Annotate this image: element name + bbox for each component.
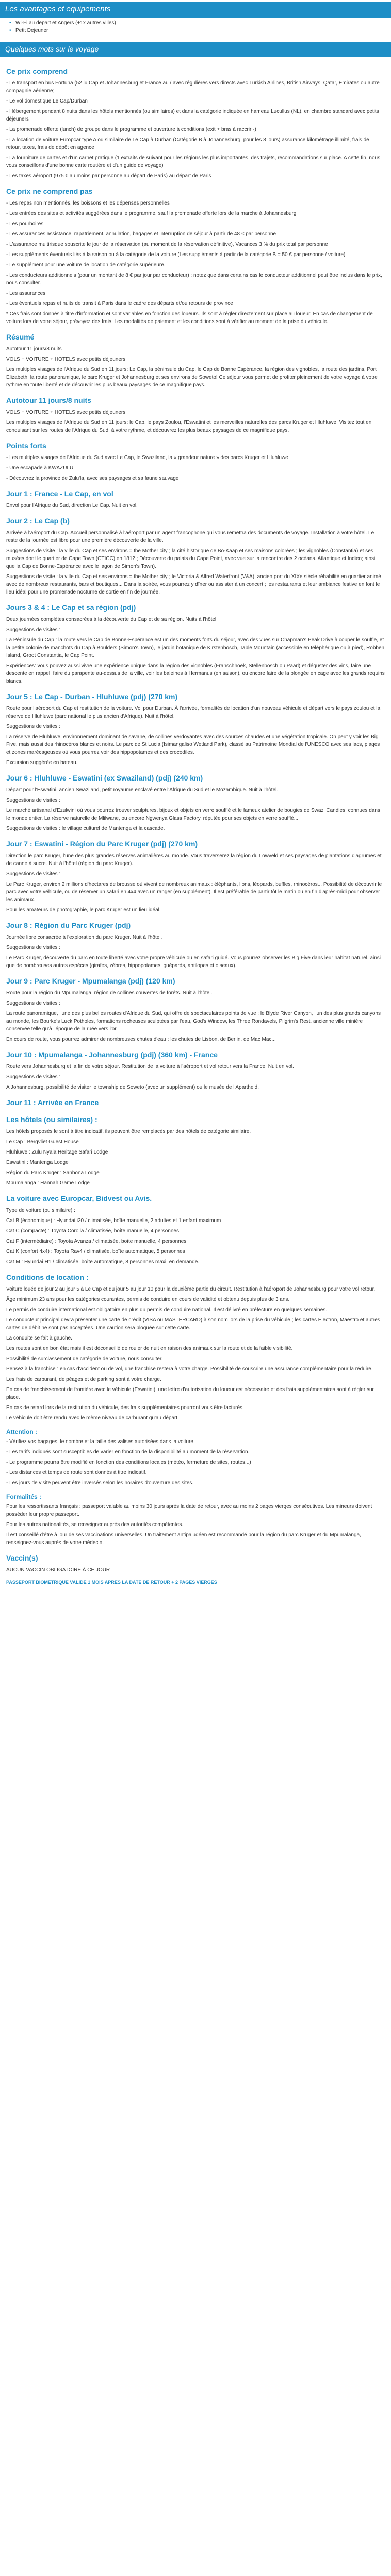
paragraph: Expériences: vous pouvez aussi vivre une expérience unique dans la région des vignobles (Franschhoek, Stellenbosch ou Paarl) et déguster des vins, faire une descente en rappel, faire du parapente au-dessus de la ville, voir les baleines à Hermanus (en saison), ou encore faire de la plongée en cage avec les grands requins blancs. — [6, 663, 385, 684]
paragraph: Le véhicule doit être rendu avec le même niveau de carburant qu'au départ. — [6, 1415, 179, 1421]
paragraph: - Les repas non mentionnés, les boissons et les dépenses personnelles — [6, 200, 170, 206]
paragraph: - Le programme pourra être modifié en fonction des conditions locales (météo, fermeture de sites, routes...) — [6, 1459, 251, 1465]
paragraph: AUCUN VACCIN OBLIGATOIRE À CE JOUR — [6, 1567, 110, 1573]
paragraph: Voiture louée de jour 2 au jour 5 à Le Cap et du jour 5 au jour 10 pour la deuxième partie du circuit. Restitution à l'aéroport de Johannesburg pour votre vol retour. — [6, 1286, 376, 1292]
itinerary-days — [6, 488, 385, 1108]
paragraph: - Les tarifs indiqués sont susceptibles de varier en fonction de la disponibilité au moment de la réservation. — [6, 1449, 250, 1455]
formalites-section — [6, 1492, 385, 1547]
paragraph: Cat F (intermédiaire) : Toyota Avanza / climatisée, boîte manuelle, 4 personnes — [6, 1238, 187, 1244]
points-forts-section — [6, 440, 385, 482]
conditions-title: Conditions de location : — [6, 1273, 89, 1281]
paragraph: Envol pour l'Afrique du Sud, direction Le Cap. Nuit en vol. — [6, 502, 138, 509]
day-title: Jour 8 : Région du Parc Kruger (pdj) — [6, 921, 131, 929]
paragraph: Suggestions de visite : la ville du Cap et ses environs = the Mother city ; le Victoria & Alfred Waterfront (V&A), ancien port du XIXe siècle réhabilité en quartier animé avec de nombreux restaurants, bars et boutiques... Dans la soirée, vous pourrez y dîner ou assister à un concert ; les restaurants et leur ambiance festive en font le lieu idéal pour une promenade nocturne de sortie en fin de journée. — [6, 573, 381, 595]
day-title: Jour 7 : Eswatini - Région du Parc Kruger (pdj) (270 km) — [6, 839, 198, 848]
paragraph: - Les assurances assistance, rapatriement, annulation, bagages et interruption de séjour à partir de 48 € par personne — [6, 231, 276, 237]
paragraph: Autotour 11 jours/8 nuits — [6, 346, 62, 352]
paragraph: Les multiples visages de l'Afrique du Sud en 11 jours: Le Cap, la péninsule du Cap, le Cap de Bonne Espérance, la région des vignobles, la route des jardins, Port Elizabeth, la route panoramique, le parc Kruger et Johannesburg et ses environs de Soweto! Ce séjour vous permet de profiter pleinement de votre voyage à votre rythme en toute liberté et de découvrir les plus beaux paysages de ce magnifique pays. — [6, 366, 378, 388]
section — [6, 66, 385, 180]
paragraph: Possibilité de surclassement de catégorie de voiture, nous consulter. — [6, 1355, 163, 1362]
conditions-section — [6, 1272, 385, 1422]
paragraph: Deux journées complètes consacrées à la découverte du Cap et de sa région. Nuits à l'hôtel. — [6, 616, 218, 622]
attention-title: Attention : — [6, 1428, 37, 1435]
paragraph: Âge minimum 23 ans pour les catégories courantes, permis de conduire en cours de validité et obtenu depuis plus de 3 ans. — [6, 1296, 290, 1302]
paragraph: Direction le parc Kruger, l'une des plus grandes réserves animalières au monde. Vous traverserez la région du Lowveld et ses paysages de plantations d'agrumes et de canne à sucre. Nuit à l'hôtel (région du parc Kruger). — [6, 853, 382, 867]
itinerary-day — [6, 920, 385, 970]
section-title: Ce prix comprend — [6, 66, 68, 75]
day-title: Jour 5 : Le Cap - Durban - Hluhluwe (pdj) (270 km) — [6, 692, 178, 701]
formalites-body — [6, 1503, 385, 1547]
day-title: Jour 10 : Mpumalanga - Johannesburg (pdj) (360 km) - France — [6, 1050, 218, 1059]
paragraph: Suggestions de visites : — [6, 871, 61, 877]
paragraph: - Vérifiez vos bagages, le nombre et la taille des valises autorisées dans la voiture. — [6, 1438, 195, 1445]
advantages-header: Les avantages et equipements — [0, 2, 391, 18]
paragraph: Les routes sont en bon état mais il est déconseillé de rouler de nuit en raison des animaux sur la route et de la faible visibilité. — [6, 1345, 293, 1351]
content — [0, 57, 391, 1586]
day-title: Jour 11 : Arrivée en France — [6, 1098, 99, 1107]
paragraph: Le Cap : Bergvliet Guest House — [6, 1139, 79, 1145]
paragraph: Le Parc Kruger, découverte du parc en toute liberté avec votre propre véhicule ou en safari guidé. Vous pourrez observer les Big Five dans leur habitat naturel, ainsi que de nombreuses autres espèces (girafes, zèbres, hippopotames, guépards, antilopes et oiseaux). — [6, 955, 381, 969]
resume-section — [6, 332, 385, 389]
resume-body — [6, 345, 385, 389]
paragraph: Il est conseillé d'être à jour de ses vaccinations universelles. Un traitement antipaludéen est recommandé pour la région du parc Kruger et du Mpumalanga, renseignez-vous auprès de votre médecin. — [6, 1532, 361, 1546]
paragraph: - Hébergement pendant 8 nuits dans les hôtels mentionnés (ou similaires) et dans la catégorie indiquée en hameau Lucullus (NL), en chambre standard avec petits déjeuners — [6, 108, 379, 122]
paragraph: Suggestions de visites : — [6, 1074, 61, 1080]
voiture-body — [6, 1207, 385, 1266]
bullet-icon: • — [9, 20, 11, 26]
autotour-section — [6, 395, 385, 434]
paragraph: - Les distances et temps de route sont donnés à titre indicatif. — [6, 1469, 147, 1476]
resume-title: Résumé — [6, 332, 35, 341]
paragraph: - Les éventuels repas et nuits de transit à Paris dans le cadre des départs et/ou retours de province — [6, 300, 233, 307]
itinerary-day — [6, 839, 385, 914]
paragraph: Suggestions de visite : la ville du Cap et ses environs = the Mother city ; la cité historique de Bo-Kaap et ses maisons colorées ; les vignobles (Constantia) et ses musées dont le quartier de Cape Town (CTICC) en 1812 ; Découverte du palais du Cape Point, avec vue sur la rencontre des 2 océans. Atlantique et Indien; ainsi que la Cap de Bonne-Espérance avec le lagon de Simon's Town). — [6, 548, 376, 569]
paragraph: - La fourniture de cartes et d'un carnet pratique (1 extraits de suivant pour les régions les plus importantes, des trajets, recommandations sur place. A cette fin, nous vous conseillons d'une bonne carte routière et d'un guide de voyage) — [6, 155, 381, 168]
itinerary-day — [6, 516, 385, 596]
paragraph: Suggestions de visites : — [6, 797, 61, 803]
paragraph: - Découvrez la province de Zulu'la, avec ses paysages et sa faune sauvage — [6, 475, 179, 481]
itinerary-day — [6, 773, 385, 833]
paragraph: - La promenade offerte (lunch) de groupe dans le programme et ouverture à conditions (exit + bras à raccrir -) — [6, 126, 256, 132]
paragraph: Suggestions de visites : — [6, 626, 61, 633]
paragraph: VOLS + VOITURE + HOTELS avec petits déjeuners — [6, 409, 126, 415]
paragraph: Suggestions de visites : le village culturel de Mantenga et la cascade. — [6, 825, 165, 832]
vaccins-body — [6, 1566, 385, 1574]
attention-body — [6, 1438, 385, 1487]
passport-footer: PASSEPORT BIOMETRIQUE VALIDE 1 MOIS APRES LA DATE DE RETOUR + 2 PAGES VIERGES — [6, 1579, 217, 1585]
paragraph: La Péninsule du Cap : la route vers le Cap de Bonne-Espérance est un des moments forts du séjour, avec des vues sur Chapman's Peak Drive à couper le souffle, et la petite colonie de manchots du Cap à Boulders (Simon's Town), le jardin botanique de Kirstenbosch, Table Mountain (accessible en téléphérique ou à pied), Robben Island, Groot Constantia, le Cap Point. — [6, 637, 385, 658]
paragraph: Les hôtels proposés le sont à titre indicatif, ils peuvent être remplacés par des hôtels de catégorie similaire. — [6, 1128, 251, 1134]
paragraph: En cours de route, vous pourrez admirer de nombreuses chutes d'eau : les chutes de Lisbon, de Berlin, de Mac Mac... — [6, 1036, 276, 1042]
itinerary-day — [6, 1049, 385, 1091]
attention-section — [6, 1427, 385, 1487]
paragraph: Arrivée à l'aéroport du Cap. Accueil personnalisé à l'aéroport par un agent francophone qui vous remettra des documents de voyage. Installation à votre hôtel. Le reste de la journée est libre pour une première découverte de la ville. — [6, 530, 374, 544]
voiture-title: La voiture avec Europcar, Bidvest ou Avis. — [6, 1194, 152, 1202]
paragraph: Hluhluwe : Zulu Nyala Heritage Safari Lodge — [6, 1149, 108, 1155]
paragraph: - La location de voiture Europcar type A ou similaire de Le Cap à Durban (Catégorie B à Johannesburg, pour les 8 jours) assurance kilométrage illimité, frais de retour, taxes, frais de dépôt en agence — [6, 137, 369, 150]
day-title: Jour 6 : Hluhluwe - Eswatini (ex Swaziland) (pdj) (240 km) — [6, 773, 203, 782]
paragraph: - Les entrées des sites et activités suggérées dans le programme, sauf la promenade offerte lors de la marche à Johannesburg — [6, 210, 297, 216]
day-title: Jours 3 & 4 : Le Cap et sa région (pdj) — [6, 603, 136, 612]
advantage-item: • Petit Dejeuner — [9, 27, 386, 35]
paragraph: Excursion suggérée en bateau. — [6, 759, 78, 766]
paragraph: Départ pour l'Eswatini, ancien Swaziland, petit royaume enclavé entre l'Afrique du Sud et le Mozambique. Nuit à l'hôtel. — [6, 787, 279, 793]
paragraph: - Le vol domestique Le Cap/Durban — [6, 98, 88, 104]
vaccins-title: Vaccin(s) — [6, 1553, 38, 1562]
paragraph: Mpumalanga : Hannah Game Lodge — [6, 1180, 90, 1186]
paragraph: La route panoramique, l'une des plus belles routes d'Afrique du Sud, qui offre de spectaculaires points de vue : le Blyde River Canyon, l'un des plus grands canyons au monde, les Bourke's Luck Potholes, formations rocheuses sculptées par l'eau, God's Window, les Three Rondavels, Pilgrim's Rest, ancienne ville minière conservée telle qu'à l'époque de la ruée vers l'or. — [6, 1010, 381, 1032]
paragraph: Suggestions de visites : — [6, 723, 61, 730]
paragraph: Cat C (compacte) : Toyota Corolla / climatisée, boîte manuelle, 4 personnes — [6, 1228, 179, 1234]
paragraph: * Ces frais sont donnés à titre d'information et sont variables en fonction des loueurs. Ils sont à régler directement sur place au loueur. En cas de changement de voiture lors de votre séjour, prévoyez des frais. Les modalités de paiement et les conditions sont à vérifier au moment de la prise du véhicule. — [6, 311, 373, 325]
paragraph: Route pour l'aéroport du Cap et restitution de la voiture. Vol pour Durban. À l'arrivée, formalités de location d'un nouveau véhicule et départ vers le pays zoulou et la réserve de Hluhluwe (parc national le plus ancien d'Afrique). Nuit à l'hôtel. — [6, 705, 381, 719]
paragraph: - Les conducteurs additionnels (pour un montant de 8 € par jour par conducteur) ; notez que dans certains cas le conducteur additionnel peut être inclus dans le prix, nous consulter. — [6, 272, 382, 286]
points-forts-title: Points forts — [6, 441, 46, 450]
itinerary-day — [6, 1097, 385, 1108]
quelques-mots-header: Quelques mots sur le voyage — [0, 42, 391, 57]
points-forts-body — [6, 454, 385, 482]
conditions-body — [6, 1285, 385, 1422]
paragraph: Le conducteur principal devra présenter une carte de crédit (VISA ou MASTERCARD) à son nom lors de la prise du véhicule ; les cartes Electron, Maestro et autres cartes de débit ne sont pas acceptées. Une caution sera bloquée sur cette carte. — [6, 1317, 380, 1331]
itinerary-day — [6, 488, 385, 510]
paragraph: Les multiples visages de l'Afrique du Sud en 11 jours: le Cap, le pays Zoulou, l'Eswatini et les merveilles naturelles des parcs Kruger et Hluhluwe. Visitez tout en conduisant sur les routes de l'Afrique du Sud, à votre rythme, et découvrez les plus beaux paysages de ce magnifique pays. — [6, 419, 372, 433]
vaccins-section — [6, 1553, 385, 1574]
paragraph: VOLS + VOITURE + HOTELS avec petits déjeuners — [6, 356, 126, 362]
sections — [6, 66, 385, 326]
paragraph: Cat B (économique) : Hyundai i20 / climatisée, boîte manuelle, 2 adultes et 1 enfant maximum — [6, 1217, 221, 1224]
paragraph: Eswatini : Mantenga Lodge — [6, 1159, 69, 1165]
paragraph: - Le supplément pour une voiture de location de catégorie supérieure. — [6, 262, 166, 268]
paragraph: La réserve de Hluhluwe, environnement dominant de savane, de collines verdoyantes avec des sources chaudes et une végétation tropicale. On peut y voir les Big Five, mais aussi des rhinocéros blancs et noirs. Le parc de St Lucia (Isimangaliso Wetland Park), classé au Patrimoine Mondial de l'UNESCO avec ses lacs, plages et zones marécageuses où vous pourrez voir des hippopotames et des crocodiles. — [6, 734, 380, 755]
paragraph: Le marché artisanal d'Ezulwini où vous pourrez trouver sculptures, bijoux et objets en verre soufflé et le fameux atelier de bougies de Swazi Candles, connues dans le monde entier. La réserve naturelle de Mlilwane, ou encore Ngwenya Glass Factory, réputée pour ses objets en verre soufflé... — [6, 807, 380, 821]
paragraph: A Johannesburg, possibilité de visiter le township de Soweto (avec un supplément) ou le musée de l'Apartheid. — [6, 1084, 259, 1090]
paragraph: Route pour la région du Mpumalanga, région de collines couvertes de forêts. Nuit à l'hôtel. — [6, 990, 213, 996]
paragraph: Le permis de conduire international est obligatoire en plus du permis de conduire national. Il est délivré en préfecture en quelques semaines. — [6, 1307, 328, 1313]
paragraph: Région du Parc Kruger : Sanbona Lodge — [6, 1170, 100, 1176]
day-title: Jour 2 : Le Cap (b) — [6, 516, 70, 525]
paragraph: - Les pourboires — [6, 221, 44, 227]
paragraph: Suggestions de visites : — [6, 944, 61, 951]
paragraph: En cas de retard lors de la restitution du véhicule, des frais supplémentaires pourront vous être facturés. — [6, 1404, 244, 1411]
paragraph: Pensez à la franchise : en cas d'accident ou de vol, une franchise restera à votre charge. Possibilité de souscrire une assurance complémentaire pour la réduire. — [6, 1366, 373, 1372]
itinerary-day — [6, 602, 385, 685]
paragraph: Pour les amateurs de photographie, le parc Kruger est un lieu idéal. — [6, 907, 161, 913]
paragraph: Type de voiture (ou similaire) : — [6, 1207, 75, 1213]
hotels-section — [6, 1114, 385, 1187]
paragraph: La conduite se fait à gauche. — [6, 1335, 72, 1341]
advantages-list — [0, 18, 391, 38]
autotour-title: Autotour 11 jours/8 nuits — [6, 396, 91, 404]
itinerary-day — [6, 691, 385, 767]
voiture-section — [6, 1193, 385, 1266]
page — [0, 2, 391, 1592]
day-title: Jour 1 : France - Le Cap, en vol — [6, 489, 113, 498]
section-title: Ce prix ne comprend pas — [6, 187, 93, 195]
paragraph: Cat M : Hyundai H1 / climatisée, boîte automatique, 8 personnes maxi, en demande. — [6, 1259, 200, 1265]
paragraph: Les frais de carburant, de péages et de parking sont à votre charge. — [6, 1376, 161, 1382]
paragraph: Cat K (confort 4x4) : Toyota Rav4 / climatisée, boîte automatique, 5 personnes — [6, 1248, 185, 1255]
paragraph: - Les suppléments éventuels liés à la saison ou à la catégorie de la voiture (Les suppléments à partir de la catégorie B = 50 € par personne / voiture) — [6, 251, 346, 258]
paragraph: En cas de franchissement de frontière avec le véhicule (Eswatini), une lettre d'autorisation du loueur est nécessaire et des frais supplémentaires sont à régler sur place. — [6, 1386, 374, 1400]
paragraph: - Les multiples visages de l'Afrique du Sud avec Le Cap, le Swaziland, la « grandeur nature » des parcs Kruger et Hluhluwe — [6, 454, 288, 461]
paragraph: Pour les autres nationalités, se renseigner auprès des autorités compétentes. — [6, 1521, 183, 1528]
paragraph: Journée libre consacrée à l'exploration du parc Kruger. Nuit à l'hôtel. — [6, 934, 162, 940]
advantage-item: • Wi-Fi au depart et Angers (+1x autres villes) — [9, 19, 386, 27]
paragraph: - Les taxes aéroport (975 € au moins par personne au départ de Paris) au départ de Paris — [6, 173, 211, 179]
itinerary-day — [6, 976, 385, 1043]
hotels-title: Les hôtels (ou similaires) : — [6, 1115, 97, 1124]
formalites-title: Formalités : — [6, 1493, 42, 1500]
paragraph: Route vers Johannesburg et la fin de votre séjour. Restitution de la voiture à l'aéroport et vol retour vers la France. Nuit en vol. — [6, 1063, 294, 1070]
paragraph: Pour les ressortissants français : passeport valable au moins 30 jours après la date de retour, avec au moins 2 pages vierges consécutives. Les mineurs doivent posséder leur propre passeport. — [6, 1503, 372, 1517]
paragraph: Suggestions de visites : — [6, 1000, 61, 1006]
bullet-icon: • — [9, 28, 11, 33]
section — [6, 186, 385, 326]
paragraph: Le Parc Kruger, environ 2 millions d'hectares de brousse où vivent de nombreux animaux : éléphants, lions, léopards, buffles, rhinocéros... Possibilité de découvrir le parc avec votre véhicule, ou de réserver un safari en 4x4 avec un ranger (en supplément). Il est préférable de partir tôt le matin ou en fin d'après-midi pour observer les animaux. — [6, 881, 382, 903]
day-title: Jour 9 : Parc Kruger - Mpumalanga (pdj) (120 km) — [6, 976, 175, 985]
paragraph: - L'assurance multirisque souscrite le jour de la réservation (au moment de la réservation définitive), Vacances 3 % du prix total par personne — [6, 241, 328, 247]
paragraph: - Une escapade à KWAZULU — [6, 465, 74, 471]
paragraph: - Le transport en bus Fortuna (52 lu Cap et Johannesburg et France au / avec régulières vers directs avec Turkish Airlines, British Airways, Qatar, Emirates ou autre compagnie aérienne; — [6, 80, 380, 94]
paragraph: - Les assurances — [6, 290, 46, 296]
hotels-body — [6, 1128, 385, 1187]
autotour-body — [6, 409, 385, 434]
paragraph: - Les jours de visite peuvent être inversés selon les horaires d'ouverture des sites. — [6, 1480, 194, 1486]
